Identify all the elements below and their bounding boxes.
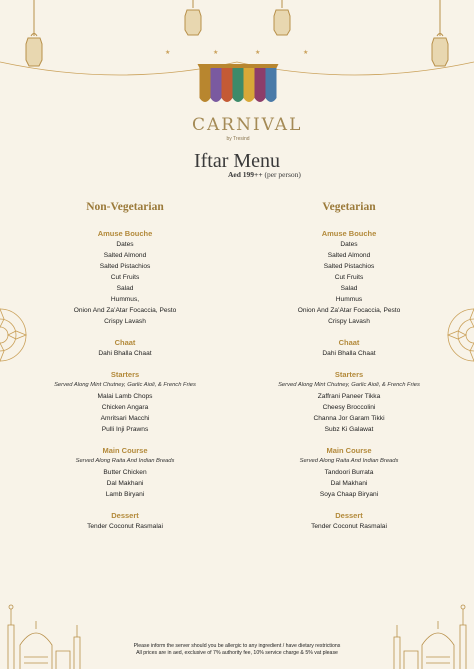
menu-item: Salted Almond bbox=[103, 252, 147, 259]
section-note: Served Along Raita And Indian Breads bbox=[75, 458, 175, 464]
awning-stripes-icon bbox=[192, 60, 284, 108]
brand-logo bbox=[192, 60, 303, 142]
section-title-main: Main Course bbox=[102, 446, 148, 455]
column-heading: Non-Vegetarian bbox=[86, 201, 164, 213]
awning-stripe bbox=[266, 68, 277, 102]
menu-item: Dahi Bhalla Chaat bbox=[98, 350, 152, 357]
menu-item: Tender Coconut Rasmalai bbox=[311, 523, 387, 530]
menu-item: Cheesy Broccolini bbox=[322, 404, 376, 411]
menu-item: Salad bbox=[116, 285, 134, 292]
menu-item: Soya Chaap Biryani bbox=[319, 491, 379, 498]
lantern-icon bbox=[185, 0, 201, 35]
section-note: Served Along Mint Chutney, Garlic Aioli, & French Fries bbox=[54, 382, 196, 388]
menu-item: Tandoori Burrata bbox=[324, 469, 374, 476]
section-title-starters: Starters bbox=[110, 370, 140, 379]
section-title-chaat: Chaat bbox=[114, 338, 136, 347]
menu-item: Salted Almond bbox=[327, 252, 371, 259]
footer-disclaimer bbox=[0, 643, 474, 657]
footer-line-2: All prices are in aed, exclusive of 7% authority fee, 10% service charge & 5% vat please bbox=[136, 650, 338, 656]
menu-item: Chicken Angara bbox=[101, 404, 149, 411]
lantern-icon bbox=[432, 0, 448, 66]
menu-item: Dal Makhani bbox=[330, 480, 368, 487]
price-amount: Aed 199++ bbox=[228, 170, 263, 179]
menu-item: Hummus bbox=[335, 296, 363, 303]
menu-item: Crispy Lavash bbox=[328, 318, 370, 325]
lantern-icon bbox=[274, 0, 290, 35]
menu-item: Malai Lamb Chops bbox=[97, 393, 153, 400]
svg-text:★: ★ bbox=[303, 50, 309, 56]
menu-item: Channa Jor Garam Tikki bbox=[313, 415, 385, 422]
star-icon bbox=[165, 49, 308, 56]
menu-item: Cut Fruits bbox=[334, 274, 364, 281]
awning-stripe bbox=[233, 68, 244, 102]
page-title: Iftar Menu bbox=[193, 150, 281, 172]
brand-name: CARNIVAL bbox=[192, 115, 303, 135]
section-note: Served Along Raita And Indian Breads bbox=[299, 458, 399, 464]
menu-item: Zaffrani Paneer Tikka bbox=[317, 393, 381, 400]
section-note: Served Along Mint Chutney, Garlic Aioli, & French Fries bbox=[278, 382, 420, 388]
menu-item: Onion And Za’Atar Focaccia, Pesto bbox=[73, 307, 177, 314]
awning-stripe bbox=[255, 68, 266, 102]
menu-item: Tender Coconut Rasmalai bbox=[87, 523, 163, 530]
menu-item: Lamb Biryani bbox=[105, 491, 145, 498]
mosque-left-decoration bbox=[0, 595, 90, 669]
menu-item: Hummus, bbox=[110, 296, 140, 303]
section-title-dessert: Dessert bbox=[335, 511, 363, 520]
section-title-amuse: Amuse Bouche bbox=[97, 229, 153, 238]
lantern-icon bbox=[26, 0, 42, 66]
svg-text:★: ★ bbox=[165, 50, 171, 56]
column-heading: Vegetarian bbox=[322, 201, 376, 213]
mandala-right-decoration bbox=[444, 305, 474, 365]
price-line bbox=[228, 170, 301, 179]
menu-item: Onion And Za’Atar Focaccia, Pesto bbox=[297, 307, 401, 314]
menu-item: Butter Chicken bbox=[103, 469, 147, 476]
menu-item: Dal Makhani bbox=[106, 480, 144, 487]
non-veg-column bbox=[30, 200, 220, 532]
menu-item: Crispy Lavash bbox=[104, 318, 146, 325]
section-title-main: Main Course bbox=[326, 446, 372, 455]
awning-stripe bbox=[200, 68, 211, 102]
section-title-dessert: Dessert bbox=[111, 511, 139, 520]
menu-item: Pulli Inji Prawns bbox=[101, 426, 149, 433]
price-unit: (per person) bbox=[264, 170, 301, 179]
menu-item: Cut Fruits bbox=[110, 274, 140, 281]
menu-item: Salted Pistachios bbox=[99, 263, 151, 270]
menu-item: Subz Ki Galawat bbox=[324, 426, 374, 433]
menu-item: Dahi Bhalla Chaat bbox=[322, 350, 376, 357]
awning-stripe bbox=[222, 68, 233, 102]
menu-item: Amritsari Macchi bbox=[100, 415, 150, 422]
menu-item: Salad bbox=[340, 285, 358, 292]
section-title-chaat: Chaat bbox=[338, 338, 360, 347]
mandala-left-decoration bbox=[0, 305, 30, 365]
menu-item: Salted Pistachios bbox=[323, 263, 375, 270]
section-title-starters: Starters bbox=[334, 370, 364, 379]
menu-item: Dates bbox=[340, 241, 358, 248]
svg-text:★: ★ bbox=[255, 50, 261, 56]
svg-text:★: ★ bbox=[213, 50, 219, 56]
brand-tagline: by Tresind bbox=[226, 136, 250, 142]
mosque-right-decoration bbox=[384, 595, 474, 669]
awning-stripe bbox=[244, 68, 255, 102]
footer-line-1: Please inform the server should you be allergic to any ingredient / have dietary restrictions bbox=[133, 643, 341, 649]
awning-stripe bbox=[211, 68, 222, 102]
veg-column bbox=[254, 200, 444, 532]
section-title-amuse: Amuse Bouche bbox=[321, 229, 377, 238]
menu-item: Dates bbox=[116, 241, 134, 248]
